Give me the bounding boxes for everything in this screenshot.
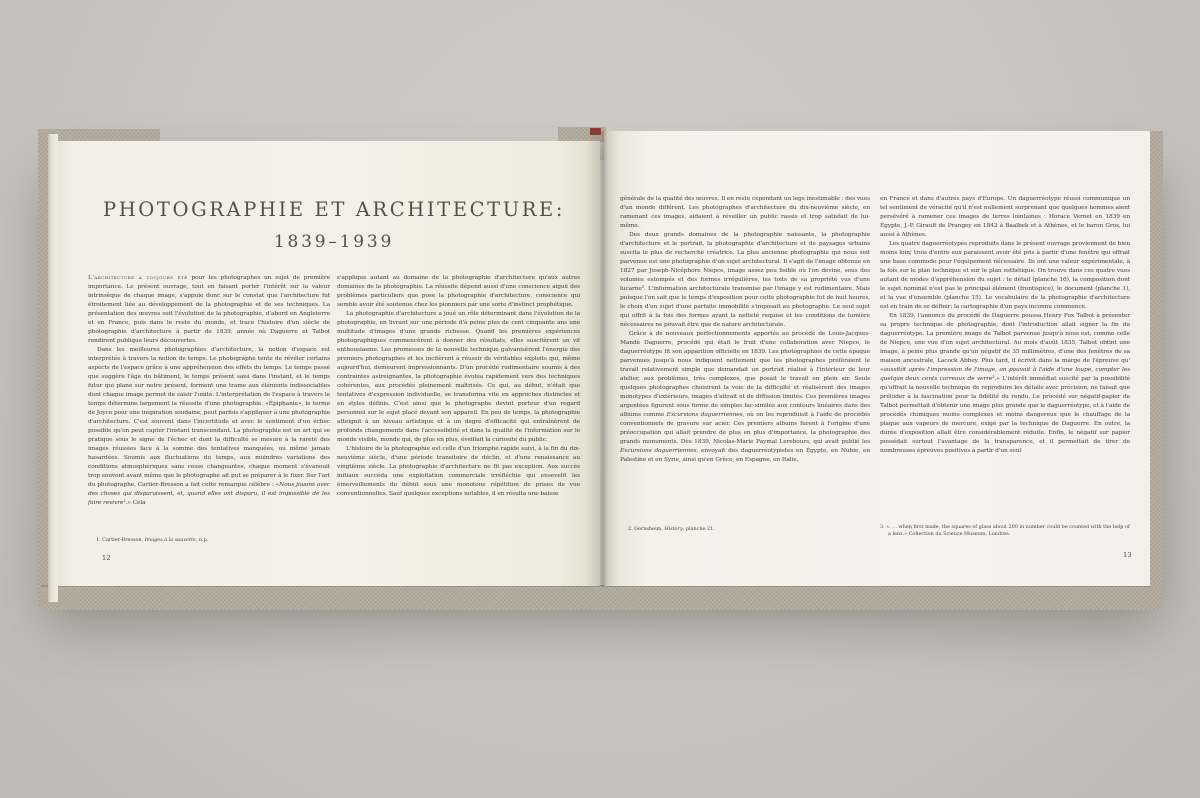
left-page	[57, 141, 600, 586]
book-cover-bottom-edge	[41, 585, 1162, 610]
left-page-column-2: s'applique autant au domaine de la photographie d'architecture qu'aux autres domaines de la photographie. La réussite dépend aussi d'une conscience aiguë des problèmes particuliers que pose la photographie d'architecture, conscience qui semble avoir été soutenue chez les pionniers par une sorte d'instinct prophétique. La photographie d'architecture a joué un rôle déterminant dans l'évolution de la photographie, en livrant sur une période d'à peine plus de cent cinquante ans une multitude d'images d'une grande richesse. Quand les premières expériences photographiques commencèrent à donner des résultats, elles suscitèrent un vif enthousiasme. Les promesses de la nouvelle technique galvanisèrent l'énergie des premiers photographes et les incitèrent à réussir de véritables exploits qui, même aujourd'hui, demeurent impressionnants. D'un procédé rudimentaire soumis à des contraintes astreignantes, la photographie évolua rapidement vers des techniques cohérentes, aux procédés pleinement maîtrisés. Ce qui, au début, n'était que tentatives d'expression individuelle, se transforma vite en approches distinctes et en styles définis. C'est ainsi que le photographe devint porteur d'un regard personnel sur le sujet placé devant son appareil. En peu de temps, la photographie atteignit à un niveau artistique et à un degré d'efficacité qui entraînèrent de profonds changements dans l'accessibilité et dans la qualité de l'information sur le monde visible, monde qui, de plus en plus, éveillait la curiosité du public. L'histoire de la photographie est celle d'un triomphe rapide suivi, à la fin du dix-neuvième siècle, d'une période transitoire de déclin, et d'une renaissance au vingtième siècle. La photographie d'architecture ne fit pas exception. Aux succès initiaux succéda une exploitation commerciale irréfléchie qui ensevelit les émerveillements du début sous une monotone répétition de prises de vue conventionnelles. Sauf quelques exceptions notables, il en résulta une baisse	[337, 275, 580, 497]
chapter-title: PHOTOGRAPHIE ET ARCHITECTURE:	[102, 198, 566, 221]
book-cover-right-edge	[1150, 131, 1163, 589]
footnote-2: 2. Gernsheim, History, planche 21.	[628, 526, 715, 532]
page-number-right: 13	[1123, 551, 1132, 559]
right-page	[604, 131, 1150, 586]
footnote-1: 1. Cartier-Bresson, Images à la sauvette, n.p.	[96, 537, 209, 543]
spine-headband	[590, 128, 601, 135]
page-number-left: 12	[102, 554, 111, 562]
right-page-column-1: générale de la qualité des œuvres. Il en reste cependant un legs inestimable : des vues d'un monde différent. Les photographes d'architecture du dix-neuvième siècle, en ramenant ces images, aidaient à réveiller un public rassis et trop satisfait de lui-même. Des deux grands domaines de la photographie naissante, la photographie d'architecture et le portrait, la photographie d'architecture et de paysages urbains suscita le plus de recherche créatrice. La plus ancienne photographie qui nous soit parvenue est une photographie d'un sujet architectural. Il s'agit de l'image obtenue en 1827 par Joseph-Nicéphore Niepce, image assez peu lisible où l'on devine, sous des volumes estompés et des formes irrégulières, les toits de sa propriété vus d'une lucarne². L'information architecturale transmise par l'image y est rudimentaire. Mais puisque l'on sait que le temps d'exposition pour cette photographie fut de huit heures, le choix d'un sujet d'une parfaite immobilité s'imposait au photographe. Le seul sujet qui offrit à la fois des formes ayant la netteté requise et les conditions de lumière nécessaires ne pouvait être que de nature architecturale. Grâce à de nouveaux perfectionnements apportés au procédé de Louis-Jacques-Mandé Daguerre, procédé qui était le fruit d'une collaboration avec Niepce, le daguerréotype fit son apparition officielle en 1839. Les photographies de cette époque parvenues jusqu'à nous indiquent nettement que les photographes préféraient le travail relativement simple que demandait un portrait réalisé à l'intérieur de leur atelier, aux problèmes, très complexes, que posait le travail en plein air. Seuls quelques photographes choisirent la voie de la difficulté et réalisèrent des images monotypes d'extérieurs, images d'attrait et de diffusion limités. Ces premières images argentées figurent sous forme de simples fac-similés aux contours linéaires dans des albums comme Excursions daguerriennes, où on les reproduisit à l'aide de procédés conventionnels de gravure sur acier. Ces premiers albums furent à l'origine d'une préoccupation qui allait prendre de plus en plus d'importance, la photographie des grands monuments. Dès 1839, Nicolas-Marie Paymal Lerebours, qui avait publié les Excursions daguerriennes, envoyait des daguerréotypistes en Égypte, en Nubie, en Palestine et en Syrie, ainsi qu'en Grèce, en Espagne, en Italie,	[620, 196, 870, 463]
chapter-title-dates: 1839–1939	[273, 232, 395, 252]
footnote-3: 3. «. . . when first made, the squares of glass about 200 in number could be counted with the help of a lens.» Collection du Science Museum, Londres.	[880, 524, 1130, 537]
left-page-column-1: L'architecture a toujours été pour les photographes un sujet de première importance. Le présent ouvrage, tout en faisant porter l'intérêt sur la valeur intrinsèque de chaque image, s'appuie donc sur le constat que l'architecture fut étroitement liée au développement de la photographie et de ses techniques. La présentation des œuvres suit l'évolution de la photographie, d'abord en Angleterre et en France, puis dans le reste du monde, et trace l'histoire d'un siècle de photographie d'architecture à partir de 1839, année où Daguerre et Talbot rendirent publique leurs découvertes. Dans les meilleures photographies d'architecture, la notion d'espace est interprétée à travers la notion de temps. Le photographe tente de révéler certains aspects de l'espace grâce à une appréhension des effets du temps. Le temps passé que suggère l'âge du bâtiment, le temps présent saisi dans l'instant, et le temps futur qui plane sur notre présent, forment une trame aux éléments indissociables dont chaque image permet de saisir l'unité. L'interprétation de l'espace à travers le temps détermine largement la réussite d'une photographie. «Épiphanie», le terme de Joyce pour une inspiration soudaine, peut parfois s'appliquer à une photographie d'architecture. C'est souvent dans l'incertitude et avec le sentiment d'un échec possible qu'on peut capter l'instant transcendant. La photographie est un art qui se pratique sous le signe de l'échec et dont la difficulté se mesure à la rareté des images réussies face à la somme des tentatives manquées, ou même jamais hasardées. Soumis aux fluctuations du temps, aux moindres variations des conditions atmosphériques sans cesse changeantes, chaque moment s'évanouit trop souvent avant même que le photographe ait put se préparer à le fixer. Sur l'art du photographe, Cartier-Bresson a fait cette remarque célèbre : «Nous jouons avec des choses qui disparaissent, et, quand elles ont disparu, il est impossible de les faire revivre¹.» Cela	[88, 275, 330, 506]
right-page-column-2: en France et dans d'autres pays d'Europe. Un daguerréotype réussi communique un tel sentiment de véracité qu'il n'est nullement surprenant que quelques hommes aient persévéré à ramener ces images de terres lointaines : Horace Vernet en 1839 en Égypte, J.-P. Girault de Prangey en 1842 à Baalbek et à Athènes, et le baron Gros, lui aussi à Athènes. Les quatre daguerréotypes reproduits dans le présent ouvrage proviennent de bien moins loin; trois d'entre eux paraissent avoir été pris à partir d'une fenêtre qui offrait une base commode pour l'équipement nécessaire. Ils ont une valeur expérimentale, à la fois sur le plan technique et sur le plan esthétique. On trouve dans ces quatre vues autant de modes d'appréhension du sujet : le détail (planche 16), la composition dont le sujet nominal n'est pas le principal élément (frontispice), le document (planche 1), et la vue d'ensemble (planche 15). Le vocabulaire de la photographie d'architecture est en train de se définir; la cartographie d'un pays inconnu commence. En 1839, l'annonce du procédé de Daguerre poussa Henry Fox Talbot à présenter sa propre technique de photographie, dont l'introduction allait signer la fin du daguerréotype. La première image de Talbot parvenue jusqu'à nous est, comme celle de Niepce, une vue d'un sujet architectural. Au mois d'août 1835, Talbot obtint une image, à peine plus grande qu'un négatif de 35 millimètres, d'une des fenêtres de sa maison ancestrale, Lacock Abbey. Plus tard, il écrivit dans la marge de l'épreuve qu' «aussitôt après l'impression de l'image, on pouvait à l'aide d'une loupe, compter les quelque deux cents carreaux de verre³.» L'intérêt immédiat suscité par la possibilité qu'offrait la nouvelle technique de reproduire les détails avec précision, ne faisait que préluder à la fascination pour la fidélité du rendu. Le procédé sur négatif-papier de Talbot permettait d'obtenir une image plus grande que le daguerréotype, et à l'aide de procédés chimiques moins complexes et moins dangereux que le chauffage de la plaque aux vapeurs de mercure, exigé par la technique de Daguerre. En outre, la durée d'exposition allait être considérablement réduite. Enfin, le négatif sur papier possédait surtout l'avantage de la transparence, et il permettait de tirer de nombreuses épreuves positives à partir d'un seul	[880, 196, 1130, 454]
